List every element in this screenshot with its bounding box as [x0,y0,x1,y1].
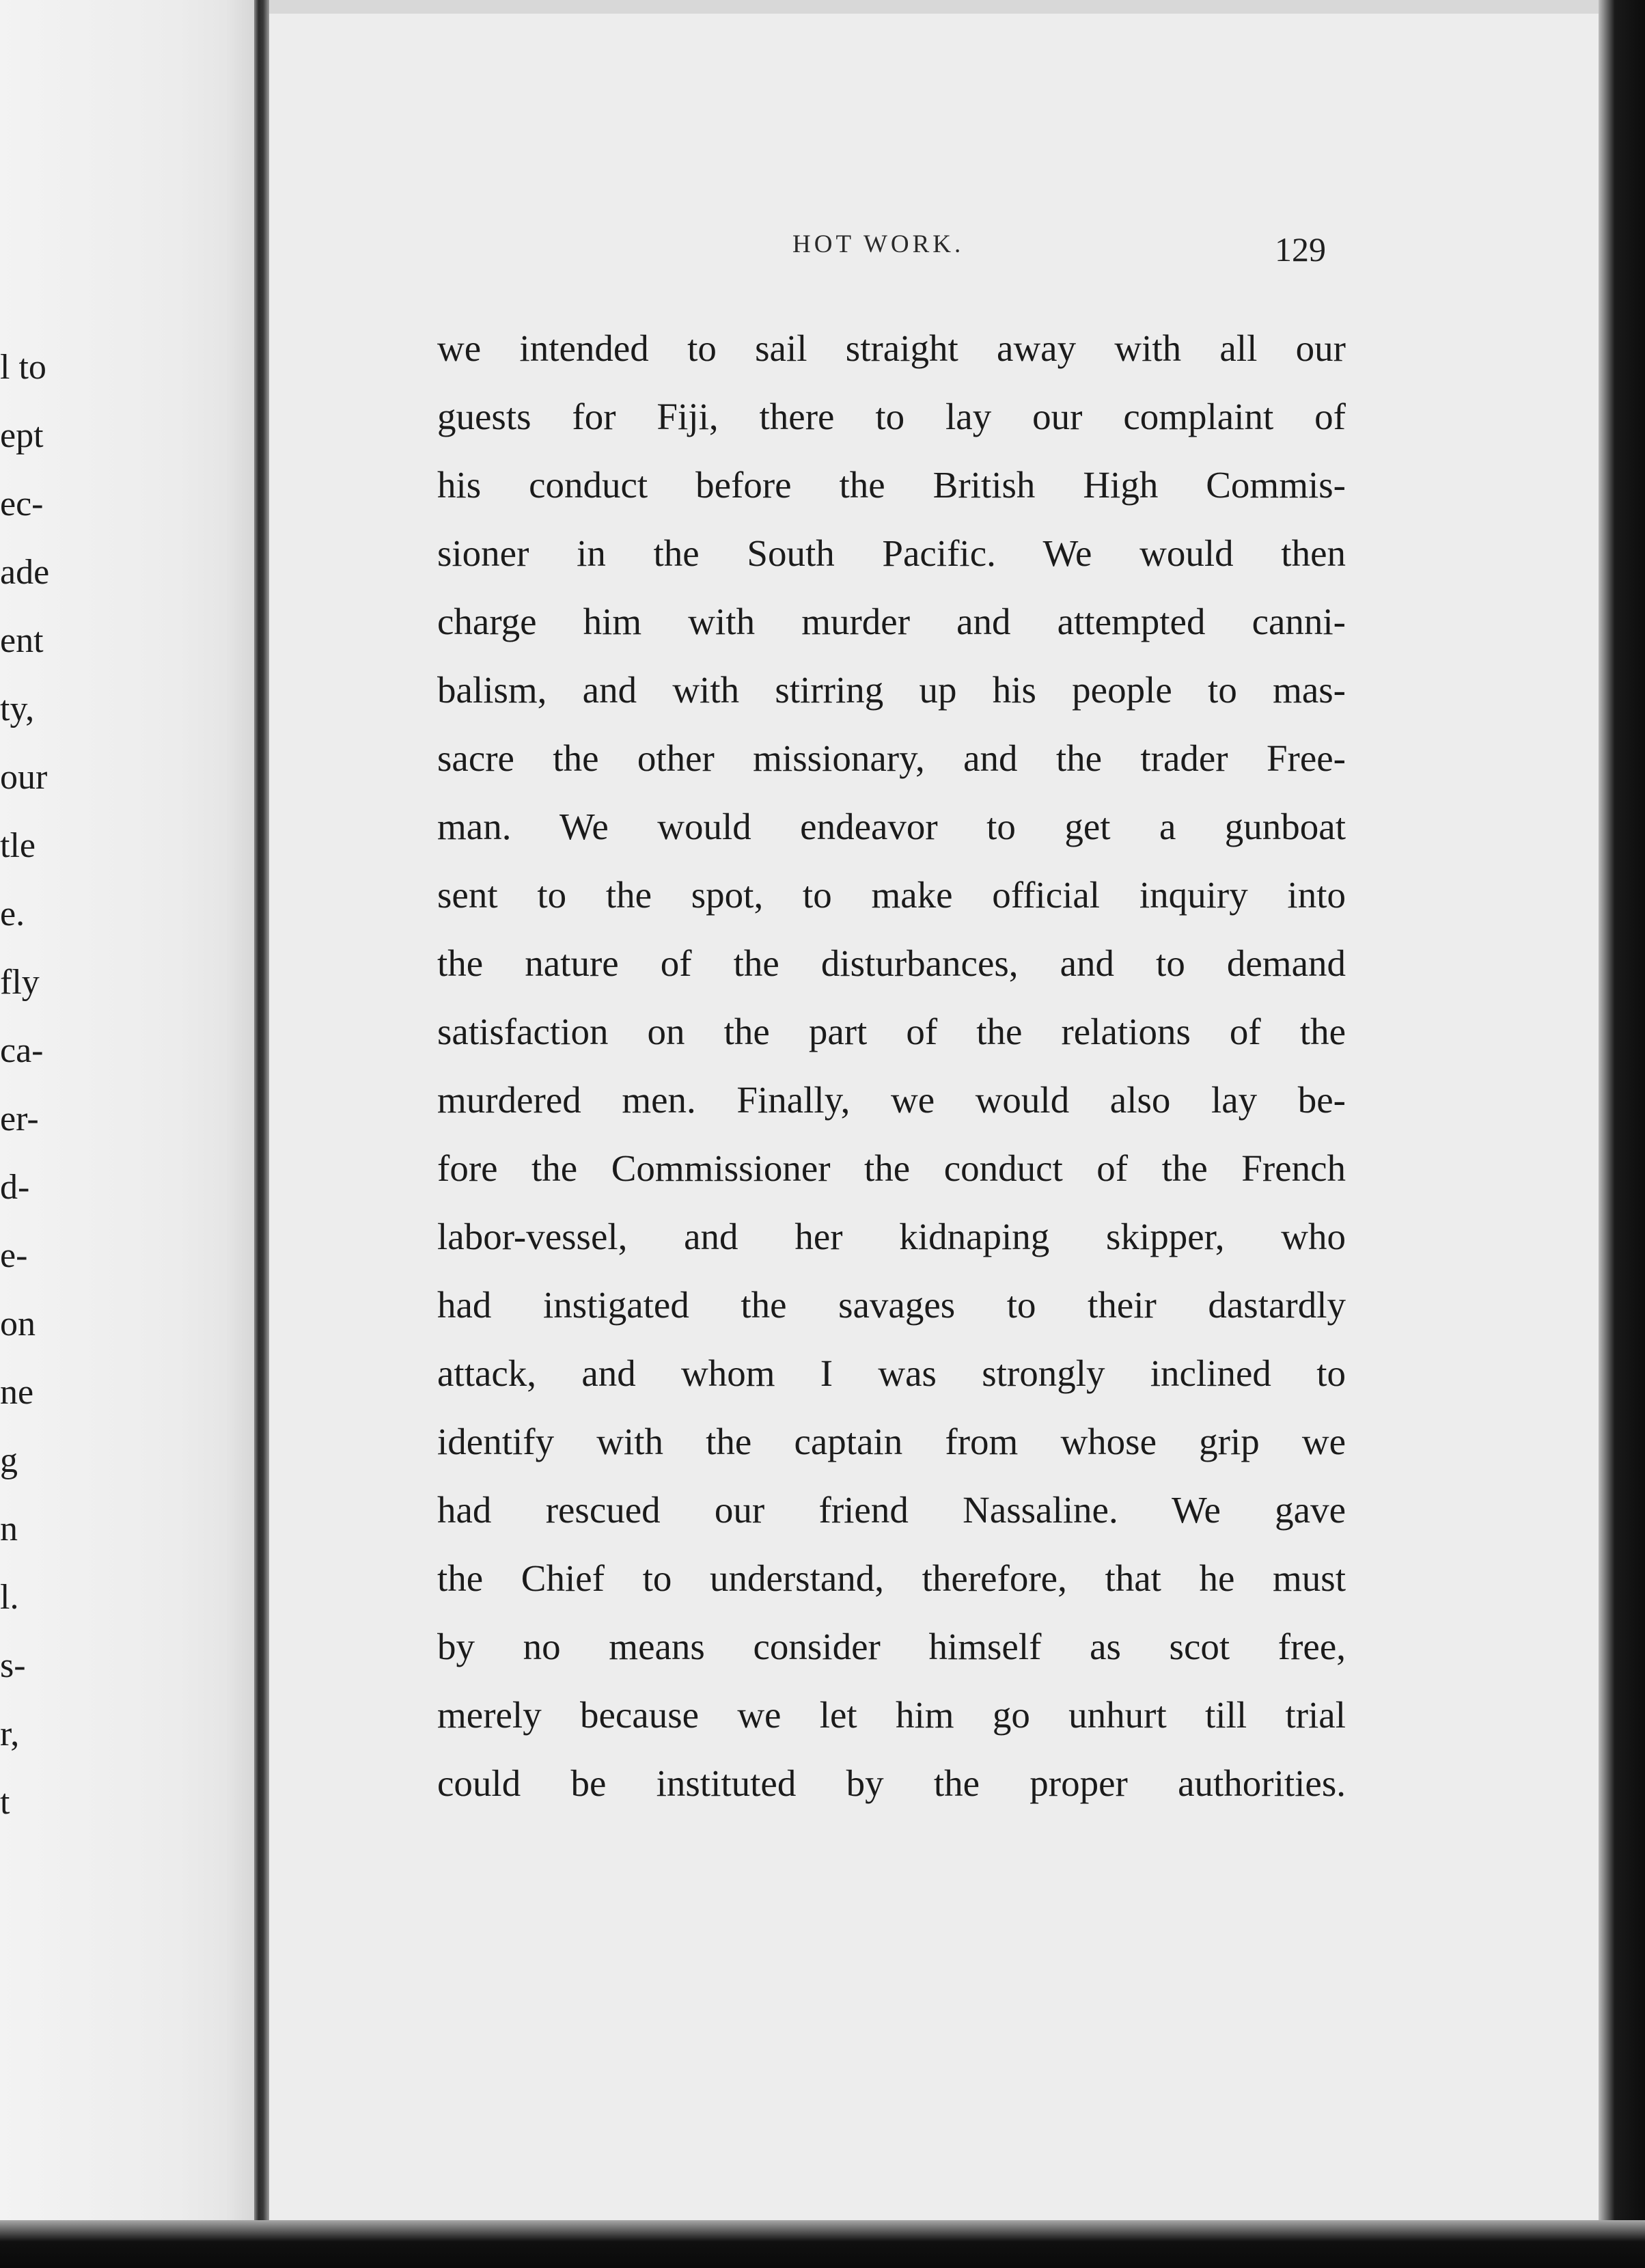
text-line: had rescued our friend Nassaline. We gave [437,1489,1346,1531]
text-line: attack, and whom I was strongly inclined to [437,1352,1346,1394]
text-line: guests for Fiji, there to lay our complaint of [437,396,1346,437]
facing-page [0,0,254,2268]
page-number: 129 [1275,230,1326,269]
body-text [437,314,1346,1818]
facing-page-line: l to [0,348,46,387]
facing-page-line: r, [0,1714,20,1753]
facing-page-line: l. [0,1578,19,1617]
running-head: HOT WORK. [792,230,965,258]
text-line: his conduct before the British High Commis- [437,464,1346,506]
scan-top-edge [269,0,1645,14]
text-line: murdered men. Finally, we would also lay be- [437,1079,1346,1121]
facing-page-line: d- [0,1168,30,1207]
facing-page-line: ade [0,553,50,592]
scan-right-edge [1599,0,1645,2268]
facing-page-line: ept [0,416,44,455]
book-gutter [254,0,269,2268]
text-line: charge him with murder and attempted canni- [437,601,1346,642]
facing-page-line: e. [0,894,25,933]
scan-bottom-edge [0,2220,1645,2268]
facing-page-line: er- [0,1099,39,1138]
facing-page-line: e- [0,1236,28,1275]
facing-page-line: s- [0,1646,26,1685]
text-line: satisfaction on the part of the relations of the [437,1011,1346,1052]
facing-page-line: ent [0,621,44,660]
text-line: by no means consider himself as scot free, [437,1626,1346,1667]
text-line: balism, and with stirring up his people to mas- [437,669,1346,711]
facing-page-line: ec- [0,484,44,523]
text-line: sioner in the South Pacific. We would then [437,532,1346,574]
facing-page-line: tle [0,826,36,865]
facing-page-line: ne [0,1373,34,1412]
text-line: man. We would endeavor to get a gunboat [437,806,1346,847]
text-line: identify with the captain from whose grip we [437,1421,1346,1462]
facing-page-line: fly [0,963,40,1002]
facing-page-line: g [0,1441,18,1480]
text-line: sacre the other missionary, and the trader Free- [437,737,1346,779]
text-line: could be instituted by the proper authorities. [437,1762,1346,1804]
text-line: had instigated the savages to their dastardly [437,1284,1346,1326]
text-line: the nature of the disturbances, and to demand [437,942,1346,984]
facing-page-line: ty, [0,689,35,728]
facing-page-line: t [0,1783,10,1822]
text-line: merely because we let him go unhurt till trial [437,1694,1346,1736]
facing-page-line: on [0,1304,36,1343]
text-line: sent to the spot, to make official inquiry into [437,874,1346,916]
facing-page-line: ca- [0,1031,44,1070]
facing-page-line: n [0,1509,18,1548]
text-line: we intended to sail straight away with all our [437,327,1346,369]
text-line: labor-vessel, and her kidnaping skipper, who [437,1216,1346,1257]
facing-page-line: our [0,758,48,797]
text-line: the Chief to understand, therefore, that he must [437,1557,1346,1599]
text-line: fore the Commissioner the conduct of the French [437,1147,1346,1189]
